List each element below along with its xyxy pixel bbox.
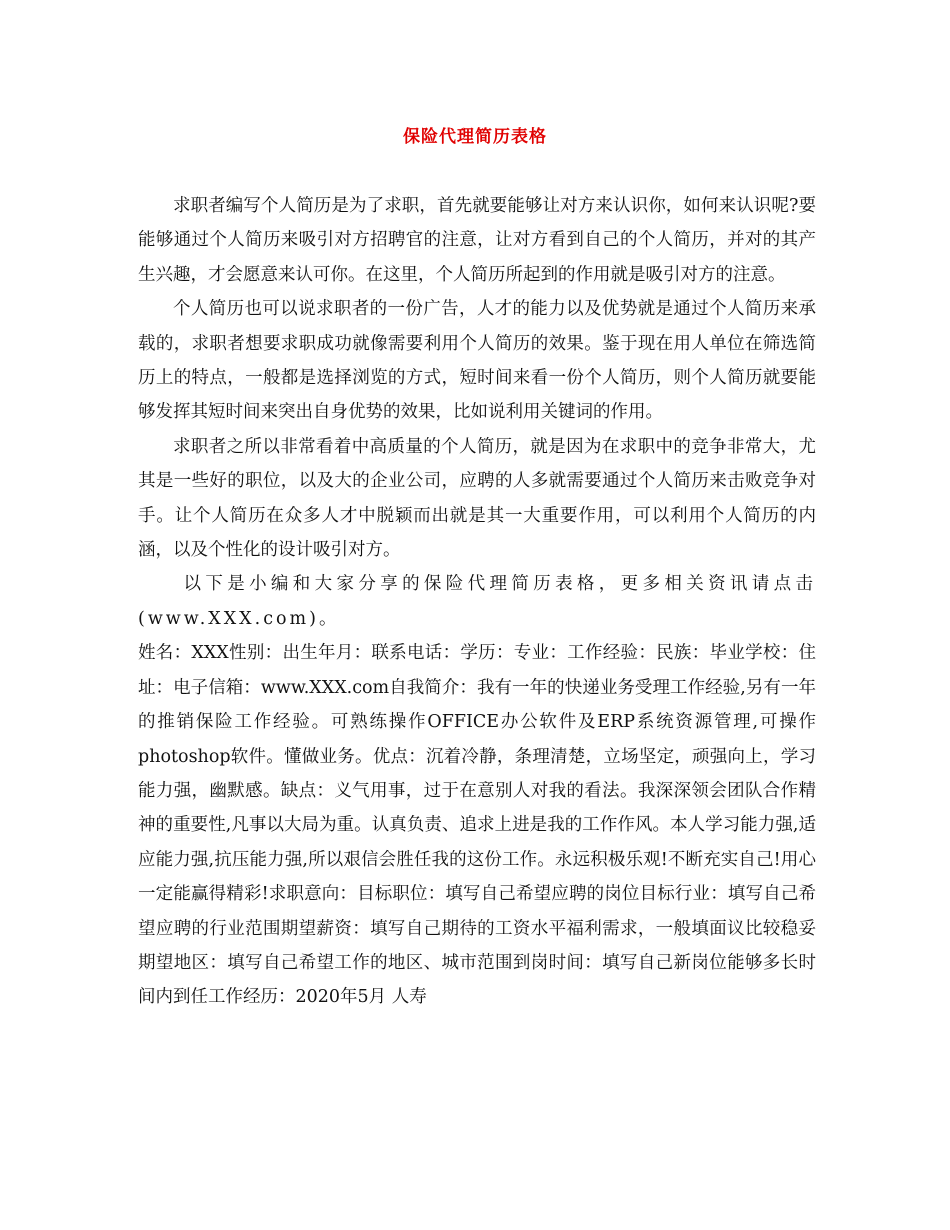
paragraph-resume-content: 姓名：XXX性别：出生年月：联系电话：学历：专业：工作经验：民族：毕业学校：住址：电子信箱：www.XXX.com自我简介：我有一年的快递业务受理工作经验,另有一年的推销保险工作经验。可熟练操作OFFICE办公软件及ERP系统资源管理,可操作photoshop软件。懂做业务。优点：沉着冷静，条理清楚，立场坚定，顽强向上，学习能力强，幽默感。缺点：义气用事，过于在意别人对我的看法。我深深领会团队合作精神的重要性,凡事以大局为重。认真负责、追求上进是我的工作作风。本人学习能力强,适应能力强,抗压能力强,所以艰信会胜任我的这份工作。永远积极乐观!不断充实自己!用心一定能赢得精彩!求职意向：目标职位：填写自己希望应聘的岗位目标行业：填写自己希望应聘的行业范围期望薪资：填写自己期待的工资水平福利需求，一般填面议比较稳妥期望地区：填写自己希望工作的地区、城市范围到岗时间：填写自己新岗位能够多长时间内到任工作经历：2020年5月 人寿 bbox=[138, 643, 816, 1008]
paragraph-advertisement: 个人简历也可以说求职者的一份广告，人才的能力以及优势就是通过个人简历来承载的，求职者想要求职成功就像需要利用个人简历的效果。鉴于现在用人单位在筛选简历上的特点，一般都是选择浏览的方式，短时间来看一份个人简历，则个人简历就要能够发挥其短时间来突出自身优势的效果，比如说利用关键词的作用。 bbox=[138, 299, 816, 423]
document-body bbox=[138, 189, 816, 1015]
paragraph-intro: 求职者编写个人简历是为了求职，首先就要能够让对方来认识你，如何来认识呢?要能够通过个人简历来吸引对方招聘官的注意，让对方看到自己的个人简历，并对的其产生兴趣，才会愿意来认可你。在这里，个人简历所起到的作用就是吸引对方的注意。 bbox=[138, 196, 816, 285]
paragraph-share-note: 以下是小编和大家分享的保险代理简历表格，更多相关资讯请点击(www.XXX.com)。 bbox=[138, 574, 816, 629]
document-title: 保险代理简历表格 bbox=[403, 127, 547, 147]
paragraph-competition: 求职者之所以非常看着中高质量的个人简历，就是因为在求职中的竞争非常大，尤其是一些好的职位，以及大的企业公司，应聘的人多就需要通过个人简历来击败竞争对手。让个人简历在众多人才中脱颖而出就是其一大重要作用，可以利用个人简历的内涵，以及个性化的设计吸引对方。 bbox=[138, 436, 816, 561]
